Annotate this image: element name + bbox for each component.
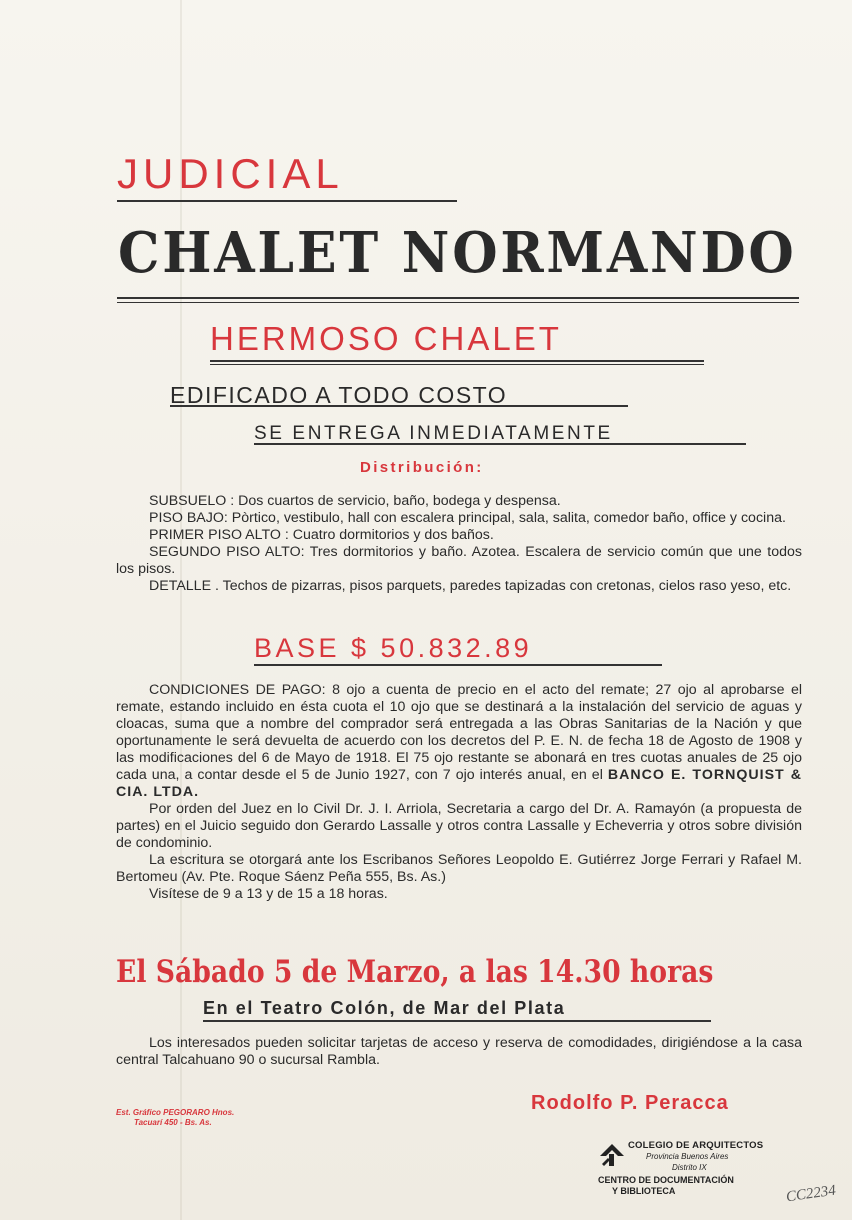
deed-paragraph: La escritura se otorgará ante los Escribanos Señores Leopoldo E. Gutiérrez Jorge Ferrari y Rafael M. Bertomeu (Av. Pte. Roque Sáenz Peña 555, Bs. As.)	[116, 852, 802, 885]
title-rule-top	[117, 297, 799, 299]
judicial-heading: JUDICIAL	[117, 150, 344, 197]
hermoso-chalet-subtitle: HERMOSO CHALET	[210, 320, 562, 357]
auctioneer-signature: Rodolfo P. Peracca	[531, 1092, 729, 1114]
conditions-block	[116, 682, 802, 903]
court-order-paragraph: Por orden del Juez en lo Civil Dr. J. I. Arriola, Secretaria a cargo del Dr. A. Ramayón (a propuesta de partes) en el Juicio seguido don Gerardo Lassalle y otros contra Lassalle y Echeverria y otros sobre división de condominio.	[116, 801, 802, 851]
distribution-item: PISO BAJO: Pòrtico, vestibulo, hall con escalera principal, sala, salita, comedor baño, office y cocina.	[149, 510, 786, 526]
visit-hours: Visítese de 9 a 13 y de 15 a 18 horas.	[149, 886, 388, 902]
conditions-text: CONDICIONES DE PAGO: 8 ojo a cuenta de precio en el acto del remate; 27 ojo al aprobarse el remate, estando incluido en ésta cuota el 10 ojo que se destinará a la instalación del servicio de aguas y cloacas, suma que a nombre del comprador será entregada a las Obras Sanitarias de la Nación y que oportunamente le será devuelta de acuerdo con los decretos del P. E. N. de fecha 18 de Agosto de 1908 y las modificaciones del 6 de Mayo de 1918. El 75 ojo restante se abonará en tres cuotas anuales de 25 ojo cada una, a contar desde el 5 de Junio 1927, con 7 ojo interés anual, en el	[116, 682, 802, 783]
chalet-normando-title: CHALET NORMANDO	[118, 220, 797, 286]
archive-code: CC2234	[785, 1182, 837, 1206]
edificado-line: EDIFICADO A TODO COSTO	[170, 382, 508, 408]
distribution-item: DETALLE . Techos de pizarras, pisos parquets, paredes tapizadas con cretonas, cielos raso yeso, etc.	[149, 578, 792, 594]
conditions-paragraph	[116, 682, 802, 801]
distribution-block	[116, 493, 802, 595]
stamp-line-2: Provincia Buenos Aires	[646, 1152, 729, 1161]
distribution-item: SUBSUELO : Dos cuartos de servicio, baño, bodega y despensa.	[149, 493, 561, 509]
subtitle-rule-top	[210, 360, 704, 362]
colegio-logo-icon	[598, 1142, 626, 1168]
auction-venue: En el Teatro Colón, de Mar del Plata	[203, 998, 566, 1018]
stamp-line-1: COLEGIO DE ARQUITECTOS	[628, 1140, 764, 1151]
base-underline	[254, 664, 662, 666]
info-block	[116, 1035, 802, 1069]
distribution-item: SEGUNDO PISO ALTO: Tres dormitorios y baño. Azotea. Escalera de servicio común que une todos los pisos.	[116, 544, 802, 577]
bank-name: BANCO E. TORNQUIST & CIA. LTDA.	[116, 767, 802, 800]
subtitle-rule-bottom	[210, 364, 704, 365]
printer-credit	[116, 1108, 234, 1128]
distribution-item: PRIMER PISO ALTO : Cuatro dormitorios y dos baños.	[149, 527, 494, 543]
stamp-line-3: Distrito IX	[672, 1163, 707, 1172]
stamp-line-5: Y BIBLIOTECA	[612, 1186, 676, 1196]
entrega-underline	[254, 443, 746, 445]
stamp-line-4: CENTRO DE DOCUMENTACIÓN	[598, 1175, 734, 1185]
entrega-line: SE ENTREGA INMEDIATAMENTE	[254, 423, 613, 444]
info-paragraph: Los interesados pueden solicitar tarjetas de acceso y reserva de comodidades, dirigiéndose a la casa central Talcahuano 90 o sucursal Rambla.	[116, 1035, 802, 1068]
edificado-underline	[170, 405, 628, 407]
judicial-underline	[117, 200, 457, 202]
printer-address: Tacuarí 450 - Bs. As.	[134, 1118, 212, 1127]
base-price: BASE $ 50.832.89	[254, 633, 533, 663]
auction-date: El Sábado 5 de Marzo, a las 14.30 horas	[116, 954, 714, 990]
distribucion-label: Distribución:	[360, 459, 484, 476]
title-rule-bottom	[117, 302, 799, 303]
archive-stamp	[598, 1140, 778, 1206]
venue-underline	[203, 1020, 711, 1022]
printer-name: Est. Gráfico PEGORARO Hnos.	[116, 1108, 235, 1117]
